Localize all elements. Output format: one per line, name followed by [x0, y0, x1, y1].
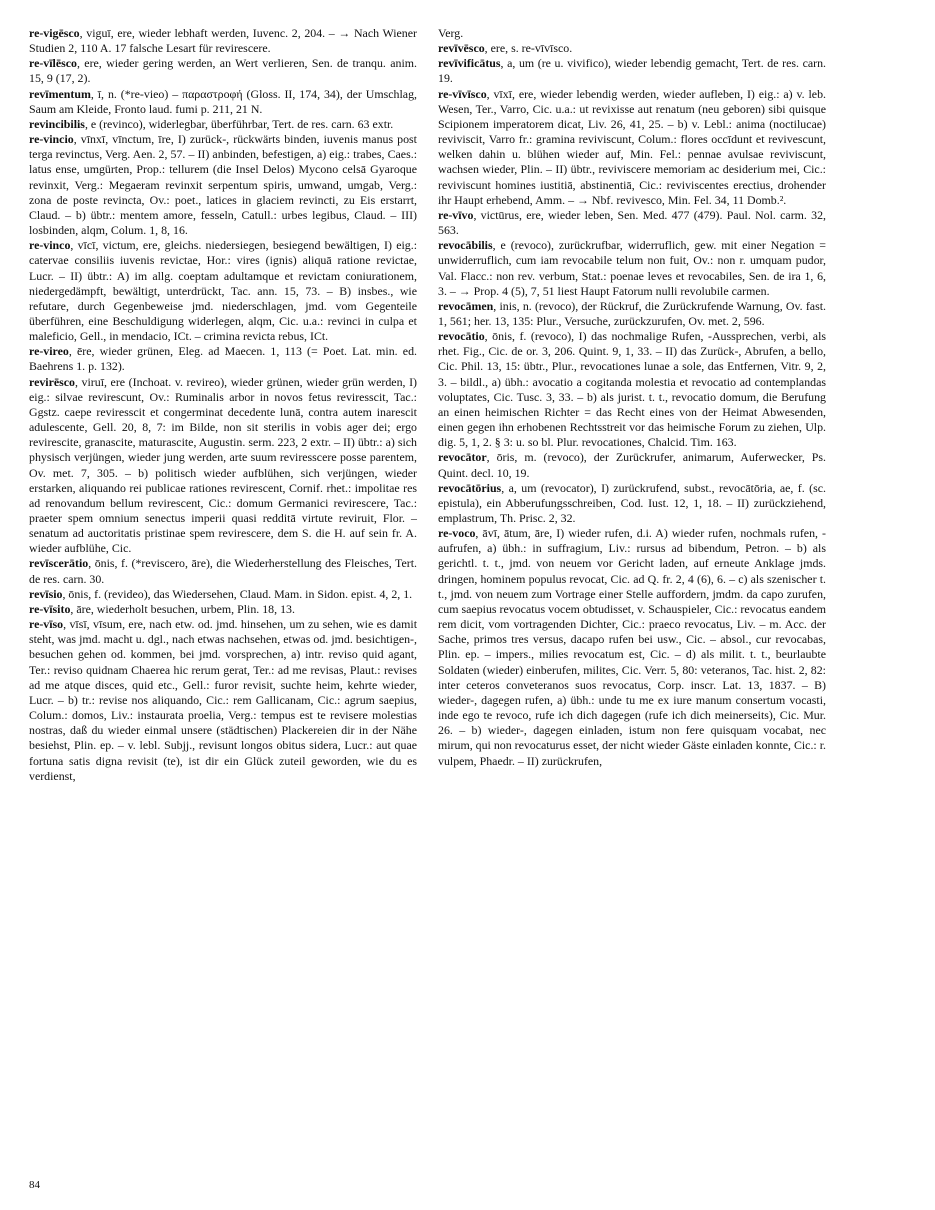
- dictionary-entry: [438, 87, 826, 208]
- dictionary-entry: [29, 556, 417, 586]
- entry-definition: , ōnis, f. (revoco), I) das nochmalige Rufen, -Aussprechen, verbi, als rhet. Fig., Cic. de or. 3, 206. Quint. 9, 1, 33. – II) das Zurück-, Abrufen, a bello, Cic. Phil. 13, 15: übtr., Plur., revocationes lunae a sole, das Entfernen, Vitr. 9, 2, 3. – bildl., a) übh.: avocatio a cogitanda molestia et revocatio ad contemplandas voluptates, Cic. Tusc. 3, 33. – b) als jurist. t. t., revocatio domum, die Berufung an einen heimischen Richter = das Recht eines von der Heimat Abwesenden, einen gegen ihn erhobenen Rechtsstreit vor das heimische Forum zu ziehen, Ulp. dig. 5, 1, 2. § 3: u. so bl. Plur. revocationes, Chalcid. Tim. 163.: [438, 329, 826, 450]
- entry-lemma: re-vinco: [29, 238, 71, 253]
- entry-lemma: re-vīvo: [438, 207, 474, 222]
- entry-lemma: revīmentum: [29, 86, 91, 101]
- entry-lemma: revocātōrius: [438, 480, 502, 495]
- right-column: [438, 26, 826, 769]
- entry-lemma: revincibilis: [29, 116, 85, 131]
- entry-lemma: re-vīlēsco: [29, 56, 77, 71]
- dictionary-entry: [438, 299, 826, 329]
- dictionary-entry: [438, 26, 826, 41]
- entry-definition: , āre, wiederholt besuchen, urbem, Plin. 18, 13.: [70, 601, 295, 616]
- entry-lemma: re-voco: [438, 526, 476, 541]
- dictionary-entry: [29, 587, 417, 602]
- entry-definition: Verg.: [438, 26, 464, 40]
- dictionary-entry: [438, 41, 826, 56]
- entry-lemma: re-vīsito: [29, 601, 71, 616]
- entry-lemma: revīscerātio: [29, 556, 89, 571]
- entry-definition: , vīnxī, vīnctum, īre, I) zurück-, rückwärts binden, iuvenis manus post terga revinctus, Verg. Aen. 2, 57. – II) anbinden, befestigen, a) eig.: trabes, Caes.: latus ense, umgürten, Prop.: tellurem (die Insel Delos) Mycono celsā Gyaroque revinxit, Verg.: Megaeram revinxit serpentum spiris, umwand, umgab, Verg.: zona de poste revincta, Ov.: poet., latices in glaciem revincti, zu Eis erstarrt, Claud. – b) übtr.: mentem amore, fesseln, Catull.: urbes legibus, Claud. – III) losbinden, alqm, Colum. 1, 8, 16.: [29, 132, 417, 238]
- left-column: [29, 26, 417, 784]
- entry-definition: , āvī, ātum, āre, I) wieder rufen, d.i. A) wieder rufen, nochmals rufen, -aufrufen, a) übh.: in suffragium, Liv.: rursus ad bibendum, Petron. – b) als gerichtl. t. t., jmd. von neuem vor Gericht laden, auf erneute Anklage jmds. dringen, hominem populus revocat, Cic. ad Q. fr. 2, 4 (6), 6. – c) als szenischer t. t., jmd. von neuem zum Vortrage einer Stelle auffordern, jmdm. da capo zurufen, cum saepius revocatus vocem obtudisset, v. Schauspieler, Cic.: revocatus eandem rem dicit, vom vortragenden Dichter, Cic.: praeco revocatus, Liv. – m. Acc. der Sache, primos tres versus, dacapo rufen bei usw., Cic. – absol., cur revocabas, Plin. ep. – impers., milies revocatum est, Cic. – d) als milit. t. t., beurlaubte Soldaten (wieder) einberufen, milites, Cic. Verr. 5, 80: veteranos, Tac. hist. 2, 82: inter ceteros conveteranos suos revocatus, Corp. inscr. Lat. 13, 1837. – B) wieder-, dagegen rufen, a) übh.: unde tu me ex iure manum consertum vocasti, inde ego te revoco, rufe ich dich dagegen (rufe ich dich meinerseits), Cic. Mur. 26. – b) wieder-, dagegen einladen, istum non fere quisquam vocabat, nec mirum, qui non revocaturus esset, der nicht wieder Gäste einladen konnte, Cic.: r. vulpem, Phaedr. – II) zurückrufen,: [438, 526, 826, 768]
- entry-lemma: re-vincio: [29, 132, 74, 147]
- entry-definition: , e (revoco), zurückrufbar, widerruflich, gew. mit einer Negation = unwiderruflich, cum iam revocabile telum non fuit, Ov.: non r. umquam pudor, Val. Flacc.: non rev. verbum, Stat.: poenae leves et revocabiles, Sen. de ira 1, 6, 3. – → Prop. 4 (5), 7, 51 liest Haupt Fatorum nulli revolubile carmen.: [438, 238, 826, 298]
- dictionary-entry: [29, 602, 417, 617]
- entry-definition: , ere, wieder gering werden, an Wert verlieren, Sen. de tranqu. anim. 15, 9 (17, 2).: [29, 56, 417, 86]
- entry-definition: , victūrus, ere, wieder leben, Sen. Med. 477 (479). Paul. Nol. carm. 32, 563.: [438, 207, 826, 238]
- entry-definition: , ōnis, f. (*reviscero, āre), die Wiederherstellung des Fleisches, Tert. de res. carn. 30.: [29, 556, 417, 586]
- entry-definition: , ōris, m. (revoco), der Zurückrufer, animarum, Auferwecker, Ps. Quint. decl. 10, 19.: [438, 450, 826, 480]
- dictionary-entry: [438, 481, 826, 526]
- dictionary-entry: [29, 26, 417, 56]
- entry-definition: , ēre, wieder grünen, Eleg. ad Maecen. 1, 113 (= Poet. Lat. min. ed. Baehrens 1. p. 132).: [29, 344, 417, 374]
- entry-definition: , vīsī, vīsum, ere, nach etw. od. jmd. hinsehen, um zu sehen, wie es damit steht, was jmd. macht u. dgl., nach etwas nachsehen, etwas od. jmd. besichtigen-, besuchen gehen od. kommen, bei jmd. vorsprechen, a) intr. reviso quid agant, Ter.: reviso quidnam Chaerea hic rerum gerat, Ter.: ad me revisas, Plaut.: revises ad me atque disces, quid etc., Gell.: furor revisit, suchte heim, kehrte wieder, Lucr. – b) tr.: revise nos aliquando, Cic.: rem Gallicanam, Cic.: agrum saepius, Colum.: domos, Liv.: instaurata proelia, Verg.: tempus est te revisere molestias nostras, daß du wieder einmal unsere (städtischen) Plackereien dir in der Nähe besiehst, Plin. ep. – v. lebl. Subjj., revisunt longos obitus sidera, Lucr.: aut quae fortuna satis digna revisit (te), ist dir ein Glück zuteil geworden, wie du es verdienst,: [29, 617, 417, 783]
- dictionary-entry: [438, 450, 826, 480]
- dictionary-entry: [29, 344, 417, 374]
- dictionary-entry: [29, 87, 417, 117]
- dictionary-entry: [29, 375, 417, 557]
- page-number: 84: [29, 1179, 40, 1191]
- entry-definition: , vīcī, victum, ere, gleichs. niedersiegen, besiegend bewältigen, I) eig.: catervae consiliis iuvenis revictae, Hor.: vires (ignis) aliquā ratione revictae, Lucr. – II) übtr.: A) im allg. coeptam adultamque et revictam coniurationem, niedergedämpft, bewältigt, unterdrückt, Tac. ann. 15, 73. – B) insbes., wie refutare, durch Gegenbeweise jmd. niederschlagen, jmd. vom Gegenteile überführen, eine Beschuldigung widerlegen, alqm, Cic. u.a.: revinci in culpa et maleficio, Gell., in mendacio, ICt. – crimina revicta rebus, ICt.: [29, 238, 417, 344]
- dictionary-entry: [438, 238, 826, 299]
- entry-definition: , viruī, ere (Inchoat. v. revireo), wieder grünen, wieder grün werden, I) eig.: silvae revirescunt, Ov.: Ruminalis arbor in novos fetus reviresscit, Tac.: Ggstz. caepe reviresscit et congerminat decedente lunā, contra autem inarescit adulescente, Gell. 20, 8, 7: im Bilde, non sit sterilis in vobis ager dei; ergo revirescite, granascite, maturascite, Augustin. serm. 223, 2 extr. – II) übtr.: a) sich physisch verjüngen, wieder jung werden, arte suum reviresscere posse parentem, Ov. met. 7, 305. – b) politisch wieder aufblühen, sich verjüngen, wieder erstarken, aliquando rei publicae rationes revirescent, Cornif. rhet.: impolitae res ad renovandum bellum revirescent, Cic.: domum Germanici revirescere, Tac.: praeter spem omnium senectus imperii quasi redditā virtute reviruit, Flor. – senatum ad auctoritatis pristinae spem revirescere, dem S. die H. auf sein fr. A. wieder aufblühe, Cic.: [29, 374, 417, 556]
- entry-lemma: re-vigēsco: [29, 26, 80, 40]
- entry-lemma: revocātor: [438, 450, 487, 465]
- entry-definition: , ere, s. re-vīvīsco.: [484, 41, 573, 56]
- dictionary-entry: [29, 117, 417, 132]
- entry-lemma: revīvificātus: [438, 56, 501, 71]
- dictionary-entry: [438, 208, 826, 238]
- dictionary-entry: [29, 238, 417, 344]
- entry-lemma: revīvēsco: [438, 41, 485, 56]
- dictionary-entry: [438, 526, 826, 769]
- entry-definition: , ōnis, f. (revideo), das Wiedersehen, Claud. Mam. in Sidon. epist. 4, 2, 1.: [62, 586, 413, 601]
- entry-definition: , e (revinco), widerlegbar, überführbar, Tert. de res. carn. 63 extr.: [84, 116, 394, 131]
- dictionary-entry: [29, 132, 417, 238]
- entry-definition: , a, um (re u. vivifico), wieder lebendig gemacht, Tert. de res. carn. 19.: [438, 56, 826, 86]
- entry-lemma: revocāmen: [438, 298, 494, 313]
- dictionary-entry: [438, 329, 826, 450]
- entry-lemma: re-vīso: [29, 617, 64, 632]
- entry-definition: , viguī, ere, wieder lebhaft werden, Iuvenc. 2, 204. – → Nach Wiener Studien 2, 110 A. 17 falsche Lesart für revirescere.: [29, 26, 417, 56]
- entry-lemma: re-vireo: [29, 344, 69, 359]
- dictionary-entry: [29, 617, 417, 784]
- entry-definition: , vīxī, ere, wieder lebendig werden, wieder aufleben, I) eig.: a) v. leb. Wesen, Ter., Varro, Cic. u.a.: ut revixisse aut renatum (neu geboren) sibi quisque Scipionem imperatorem dicat, Liv. 26, 41, 25. – b) v. Lebl.: anima (noctilucae) reviviscit, Varro fr.: gramina reviviscunt, Colum.: flores occīdunt et revivescunt, welken dahin u. blühen wieder auf, Min. Fel.: pennae avulsae reviviscunt, wachsen wieder, Plin. – II) übtr., reviviscere memoriam ac desiderium mei, Cic.: reviviscunt homines iustitiā, abstinentiā, Cic.: reviviscentes erectius, drohender ihr Haupt erhebend, Amm. – → Nbf. revivesco, Min. Fel. 34, 11 Domb.².: [438, 86, 826, 207]
- dictionary-entry: [438, 56, 826, 86]
- entry-definition: , a, um (revocator), I) zurückrufend, subst., revocātōria, ae, f. (sc. epistula), ein Abberufungsschreiben, Cod. Iust. 12, 1, 18. – II) zurückziehend, emplastrum, Th. Prisc. 2, 32.: [438, 480, 826, 525]
- dictionary-entry: [29, 56, 417, 86]
- entry-lemma: re-vīvīsco: [438, 86, 487, 101]
- entry-lemma: revocātio: [438, 329, 485, 344]
- entry-definition: , inis, n. (revoco), der Rückruf, die Zurückrufende Warnung, Ov. fast. 1, 561; her. 13, 135: Plur., Versuche, zurückzurufen, Ov. met. 2, 596.: [438, 298, 826, 328]
- entry-lemma: revīsio: [29, 586, 63, 601]
- entry-lemma: revocābilis: [438, 238, 493, 253]
- entry-definition: , ī, n. (*re-vieo) – παραστροφή (Gloss. II, 174, 34), der Umschlag, Saum am Kleide, Fronto laud. fumi p. 211, 21 N.: [29, 86, 417, 116]
- entry-lemma: revirēsco: [29, 374, 75, 389]
